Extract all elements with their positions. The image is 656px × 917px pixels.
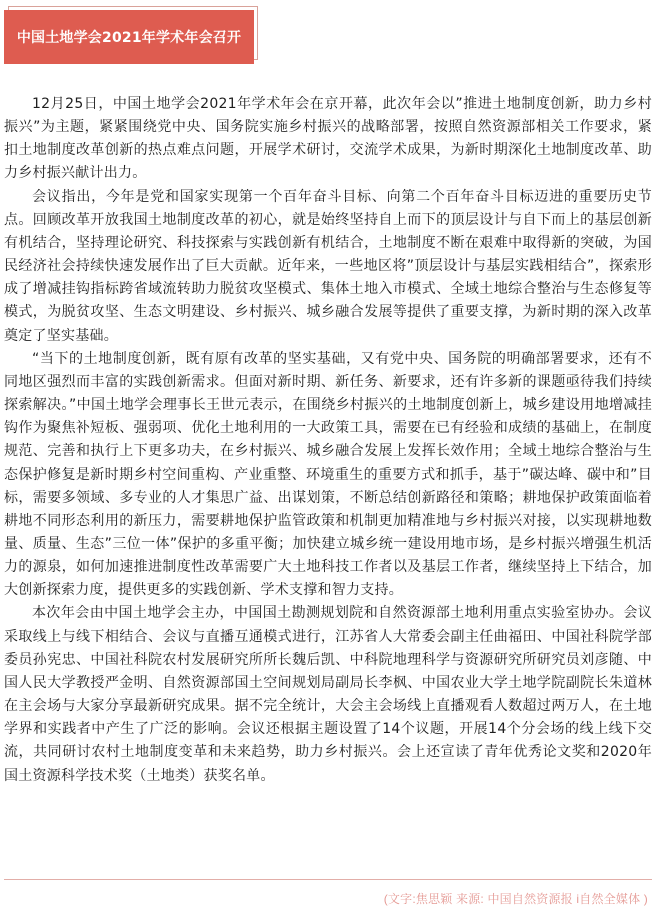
article-paragraph: 本次年会由中国土地学会主办，中国国土勘测规划院和自然资源部土地利用重点实验室协办。会议采取线上与线下相结合、会议与直播互通模式进行，江苏省人大常委会副主任曲福田、中国社科院学部委员孙宪忠、中国社科院农村发展研究所所长魏后凯、中科院地理科学与资源研究所研究员刘彦随、中国人民大学教授严金明、自然资源部国土空间规划局副局长李枫、中国农业大学土地学院副院长朱道林在主会场与大家分享最新研究成果。据不完全统计，大会主会场线上直播观看人数超过两万人，在土地学界和实践者中产生了广泛的影响。会议还根据主题设置了14个议题，开展14个分会场的线上线下交流，共同研讨农村土地制度变革和未来趋势，助力乡村振兴。会上还宣读了青年优秀论文奖和2020年国土资源科学技术奖（土地类）获奖名单。	[4, 605, 652, 784]
article-paragraph: 会议指出，今年是党和国家实现第一个百年奋斗目标、向第二个百年奋斗目标迈进的重要历史节点。回顾改革开放我国土地制度改革的初心，就是始终坚持自上而下的顶层设计与自下而上的基层创新有机结合，坚持理论研究、科技探索与实践创新有机结合，土地制度不断在艰难中取得新的突破，为国民经济社会持续快速发展作出了巨大贡献。近年来，一些地区将”顶层设计与基层实践相结合”，探索形成了增减挂钩指标跨省域流转助力脱贫攻坚模式、集体土地入市模式、全域土地综合整治与生态修复等模式，为脱贫攻坚、生态文明建设、乡村振兴、城乡融合发展等提供了重要支撑，为新时期的深入改革奠定了坚实基础。	[4, 188, 652, 344]
article-title: 中国土地学会2021年学术年会召开	[4, 10, 254, 64]
footer-divider	[4, 879, 652, 880]
article-paragraph: 12月25日，中国土地学会2021年学术年会在京开幕，此次年会以”推进土地制度创新，助力乡村振兴”为主题，紧紧围绕党中央、国务院实施乡村振兴的战略部署，按照自然资源部相关工作要求，紧扣土地制度改革创新的热点难点问题，开展学术研讨，交流学术成果，为新时期深化土地制度改革、助力乡村振兴献计出力。	[4, 96, 652, 182]
source-credit: (文字:焦思颖 来源: 中国自然资源报 i自然全媒体 )	[383, 892, 648, 906]
title-banner	[4, 6, 258, 64]
article-body	[4, 93, 652, 788]
article-paragraph: “当下的土地制度创新，既有原有改革的坚实基础，又有党中央、国务院的明确部署要求，还有不同地区强烈而丰富的实践创新需求。但面对新时期、新任务、新要求，还有许多新的课题亟待我们持续探索解决。”中国土地学会理事长王世元表示，在围绕乡村振兴的土地制度创新上，城乡建设用地增减挂钩作为聚焦补短板、强弱项、优化土地利用的一大政策工具，需要在已有经验和成绩的基础上，在制度规范、完善和执行上下更多功夫，在乡村振兴、城乡融合发展上发挥长效作用；全域土地综合整治与生态保护修复是新时期乡村空间重构、产业重整、环境重生的重要方式和抓手，基于”碳达峰、碳中和”目标，需要多领域、多专业的人才集思广益、出谋划策，不断总结创新路径和策略；耕地保护政策面临着耕地不同形态利用的新压力，需要耕地保护监管政策和机制更加精准地与乡村振兴对接，以实现耕地数量、质量、生态”三位一体”保护的多重平衡；加快建立城乡统一建设用地市场，是乡村振兴增强生机活力的源泉，如何加速推进制度性改革需要广大土地科技工作者以及基层工作者，继续坚持上下结合，加大创新探索力度，提供更多的实践创新、学术支撑和智力支持。	[4, 350, 652, 599]
